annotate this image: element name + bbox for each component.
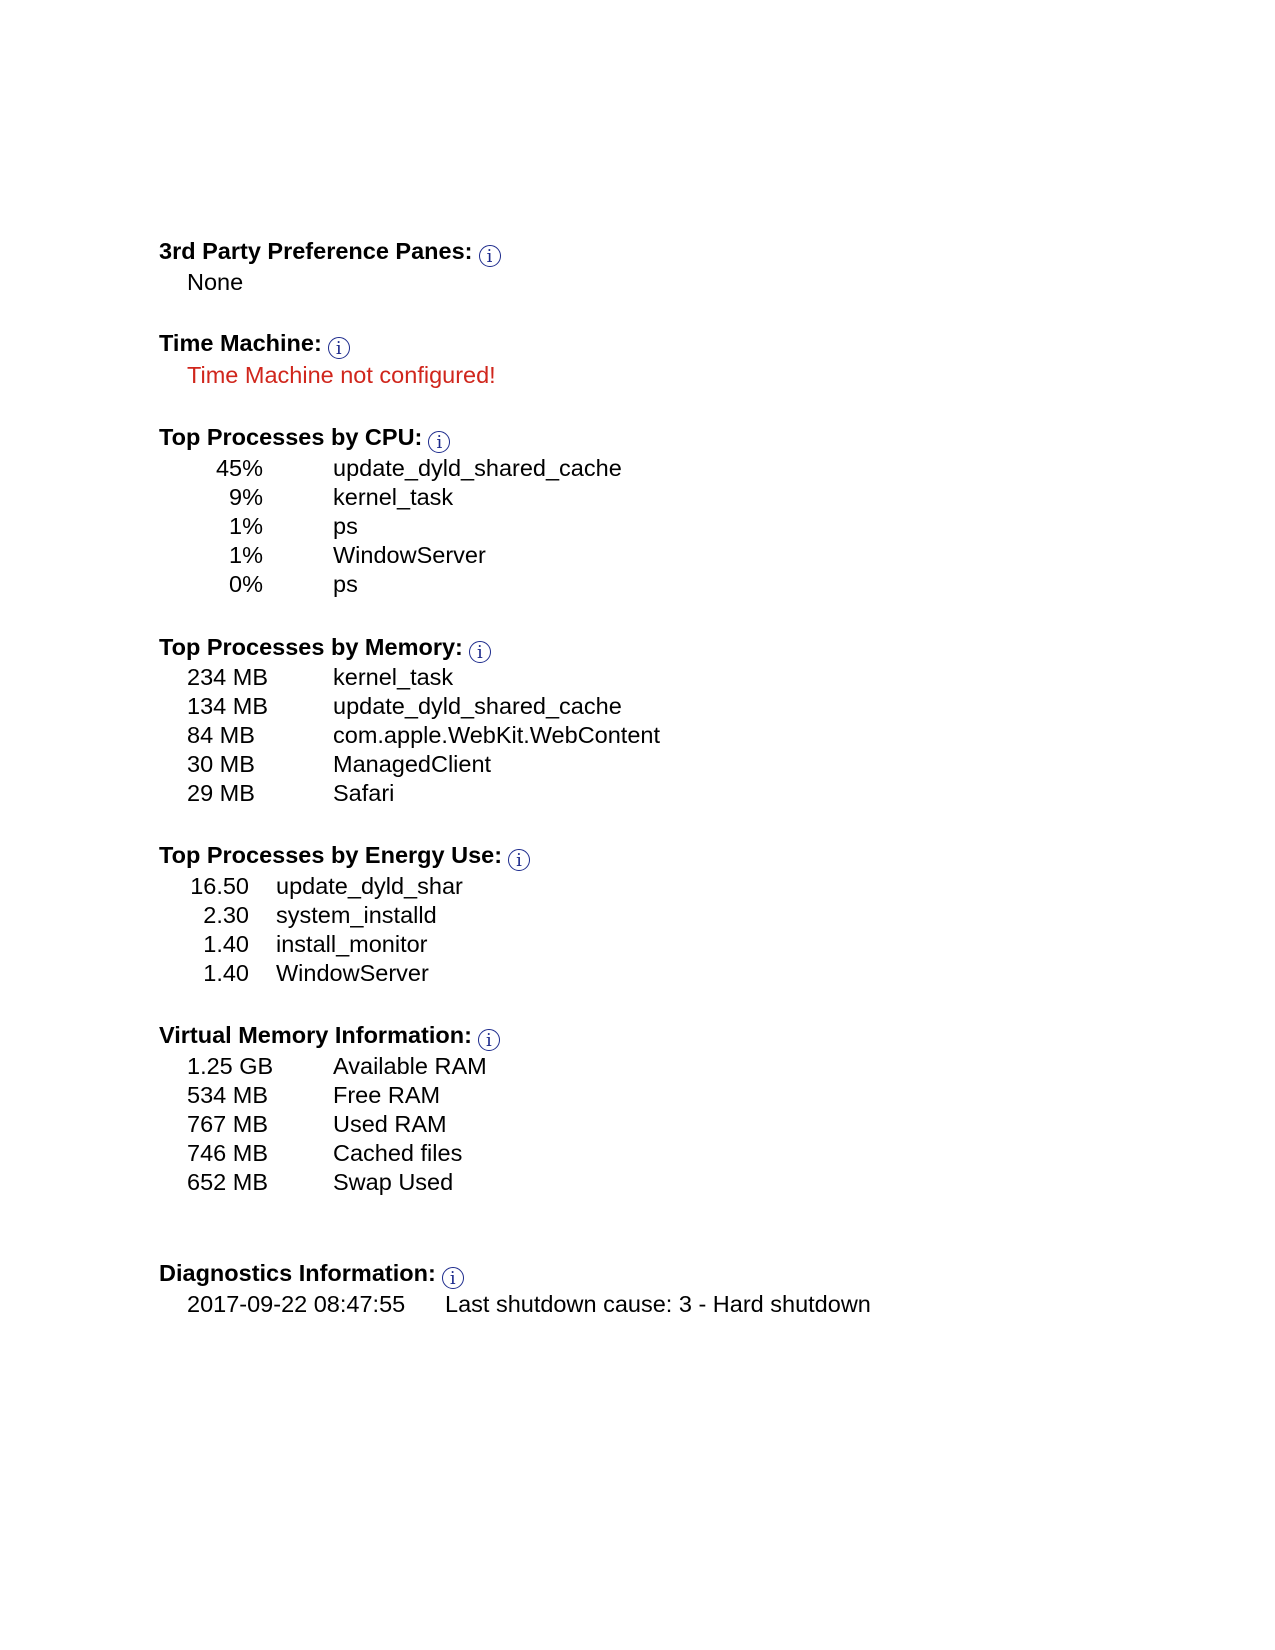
- row-name: Used RAM: [333, 1111, 447, 1137]
- row-name: update_dyld_shared_cache: [333, 693, 622, 719]
- row-name: Free RAM: [333, 1082, 441, 1108]
- diagnostics-timestamp: 2017-09-22 08:47:55: [187, 1291, 406, 1317]
- row-value: 1.40: [203, 931, 249, 957]
- row-name: WindowServer: [333, 542, 486, 568]
- info-icon[interactable]: i: [508, 849, 530, 871]
- row-value: 534 MB: [187, 1082, 268, 1108]
- heading-text: Top Processes by Energy Use:: [159, 842, 503, 868]
- section-heading-virtual-memory: [159, 1024, 500, 1051]
- row-value: 1%: [229, 513, 263, 539]
- row-value: 746 MB: [187, 1140, 268, 1166]
- row-name: Safari: [333, 780, 395, 806]
- row-value: 1.40: [203, 960, 249, 986]
- row-name: ps: [333, 513, 358, 539]
- row-value: 45%: [215, 455, 263, 481]
- row-value: 9%: [229, 484, 263, 510]
- row-name: kernel_task: [333, 664, 454, 690]
- heading-text: Top Processes by Memory:: [159, 634, 463, 660]
- info-icon[interactable]: i: [428, 431, 450, 453]
- row-value: 29 MB: [187, 780, 255, 806]
- section-heading-pref-panes: [159, 240, 501, 267]
- info-icon[interactable]: i: [328, 337, 350, 359]
- heading-text: Top Processes by CPU:: [159, 424, 423, 450]
- section-heading-diagnostics: [159, 1262, 464, 1289]
- row-name: ManagedClient: [333, 751, 492, 777]
- section-heading-energy: [159, 844, 530, 871]
- info-icon[interactable]: i: [469, 641, 491, 663]
- section-heading-memory: [159, 636, 491, 663]
- pref-panes-value: None: [187, 269, 244, 295]
- info-icon[interactable]: i: [442, 1267, 464, 1289]
- row-name: com.apple.WebKit.WebContent: [333, 722, 661, 748]
- row-name: update_dyld_shar: [276, 873, 463, 899]
- heading-text: Virtual Memory Information:: [159, 1022, 472, 1048]
- row-name: system_installd: [276, 902, 437, 928]
- row-value: 767 MB: [187, 1111, 268, 1137]
- row-name: Available RAM: [333, 1053, 487, 1079]
- heading-text: Diagnostics Information:: [159, 1260, 436, 1286]
- row-value: 0%: [229, 571, 263, 597]
- row-name: WindowServer: [276, 960, 429, 986]
- row-value: 652 MB: [187, 1169, 268, 1195]
- diagnostics-message: Last shutdown cause: 3 - Hard shutdown: [445, 1291, 871, 1317]
- section-heading-time-machine: [159, 332, 350, 359]
- row-value: 30 MB: [187, 751, 255, 777]
- row-value: 84 MB: [187, 722, 255, 748]
- row-name: Swap Used: [333, 1169, 454, 1195]
- row-value: 234 MB: [187, 664, 268, 690]
- info-icon[interactable]: i: [478, 1029, 500, 1051]
- row-name: install_monitor: [276, 931, 428, 957]
- row-value: 16.50: [190, 873, 249, 899]
- row-value: 1.25 GB: [187, 1053, 274, 1079]
- row-name: ps: [333, 571, 358, 597]
- row-value: 134 MB: [187, 693, 268, 719]
- row-value: 1%: [229, 542, 263, 568]
- row-name: update_dyld_shared_cache: [333, 455, 622, 481]
- heading-text: Time Machine:: [159, 330, 322, 356]
- row-value: 2.30: [203, 902, 249, 928]
- row-name: Cached files: [333, 1140, 463, 1166]
- section-heading-cpu: [159, 426, 450, 453]
- info-icon[interactable]: i: [479, 245, 501, 267]
- row-name: kernel_task: [333, 484, 454, 510]
- heading-text: 3rd Party Preference Panes:: [159, 238, 473, 264]
- time-machine-warning: Time Machine not configured!: [187, 362, 496, 388]
